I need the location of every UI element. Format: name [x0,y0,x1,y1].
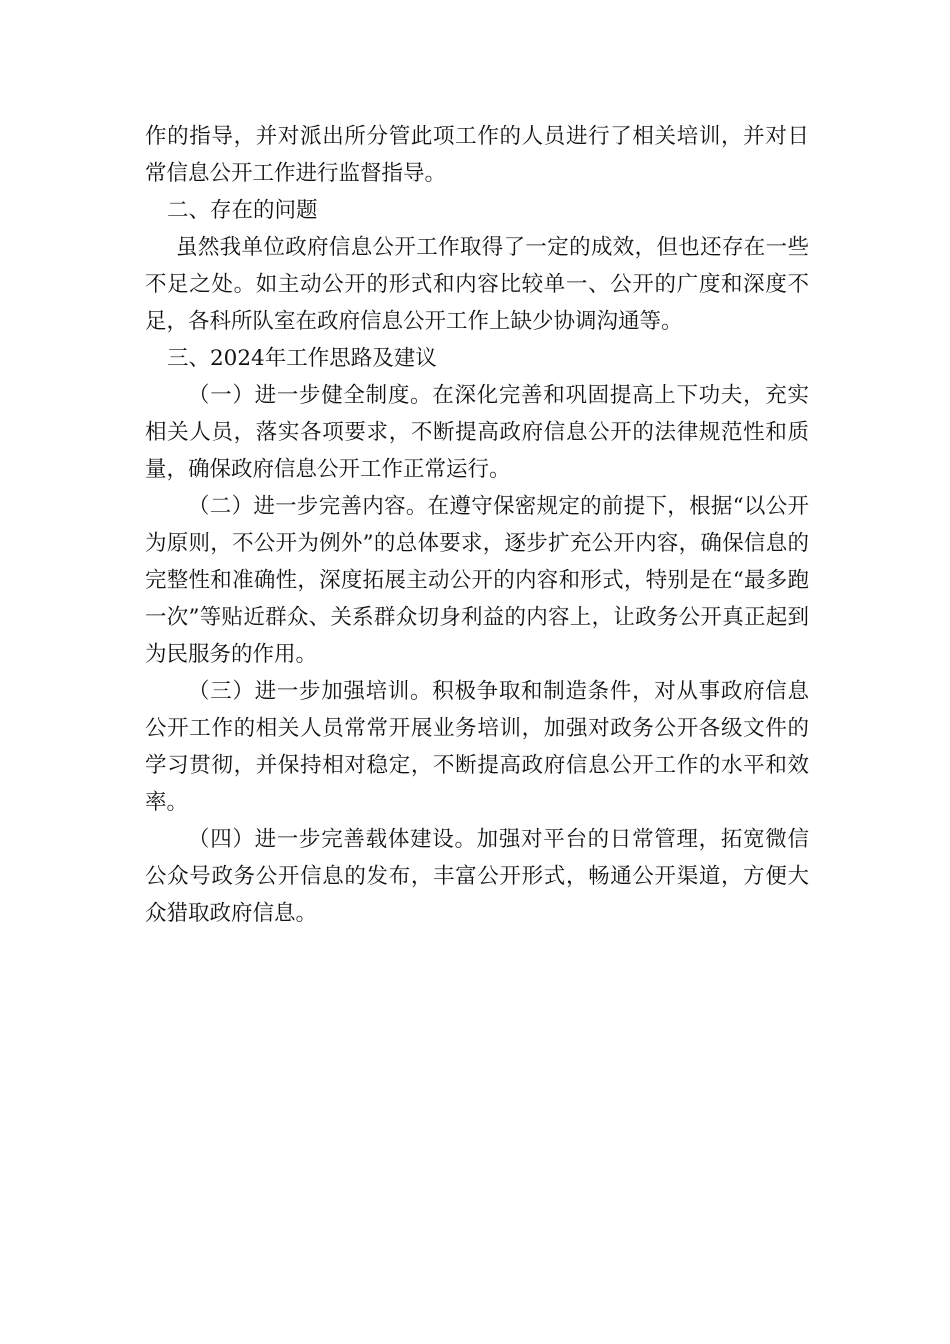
paragraph-plan-1: （一）进一步健全制度。在深化完善和巩固提高上下功夫，充实相关人员，落实各项要求，不断提高政府信息公开的法律规范性和质量，确保政府信息公开工作正常运行。 [145,383,809,482]
section-heading-problems: 二、存在的问题 [167,198,318,223]
paragraph-plan-2: （二）进一步完善内容。在遵守保密规定的前提下，根据“以公开为原则，不公开为例外”的总体要求，逐步扩充公开内容，确保信息的完整性和准确性，深度拓展主动公开的内容和形式，特别是在“最多跑一次”等贴近群众、关系群众切身利益的内容上，让政务公开真正起到为民服务的作用。 [145,494,809,667]
paragraph-plan-4: （四）进一步完善载体建设。加强对平台的日常管理，拓宽微信公众号政务公开信息的发布，丰富公开形式，畅通公开渠道，方便大众猎取政府信息。 [145,827,809,926]
section-heading-plans: 三、2024年工作思路及建议 [167,346,437,371]
document-body [145,118,809,932]
paragraph-problems: 虽然我单位政府信息公开工作取得了一定的成效，但也还存在一些不足之处。如主动公开的形式和内容比较单一、公开的广度和深度不足，各科所队室在政府信息公开工作上缺少协调沟通等。 [145,235,809,334]
paragraph-plan-3: （三）进一步加强培训。积极争取和制造条件，对从事政府信息公开工作的相关人员常常开展业务培训，加强对政务公开各级文件的学习贯彻，并保持相对稳定，不断提高政府信息公开工作的水平和效率。 [145,679,809,815]
continued-paragraph: 作的指导，并对派出所分管此项工作的人员进行了相关培训，并对日常信息公开工作进行监督指导。 [145,124,809,186]
